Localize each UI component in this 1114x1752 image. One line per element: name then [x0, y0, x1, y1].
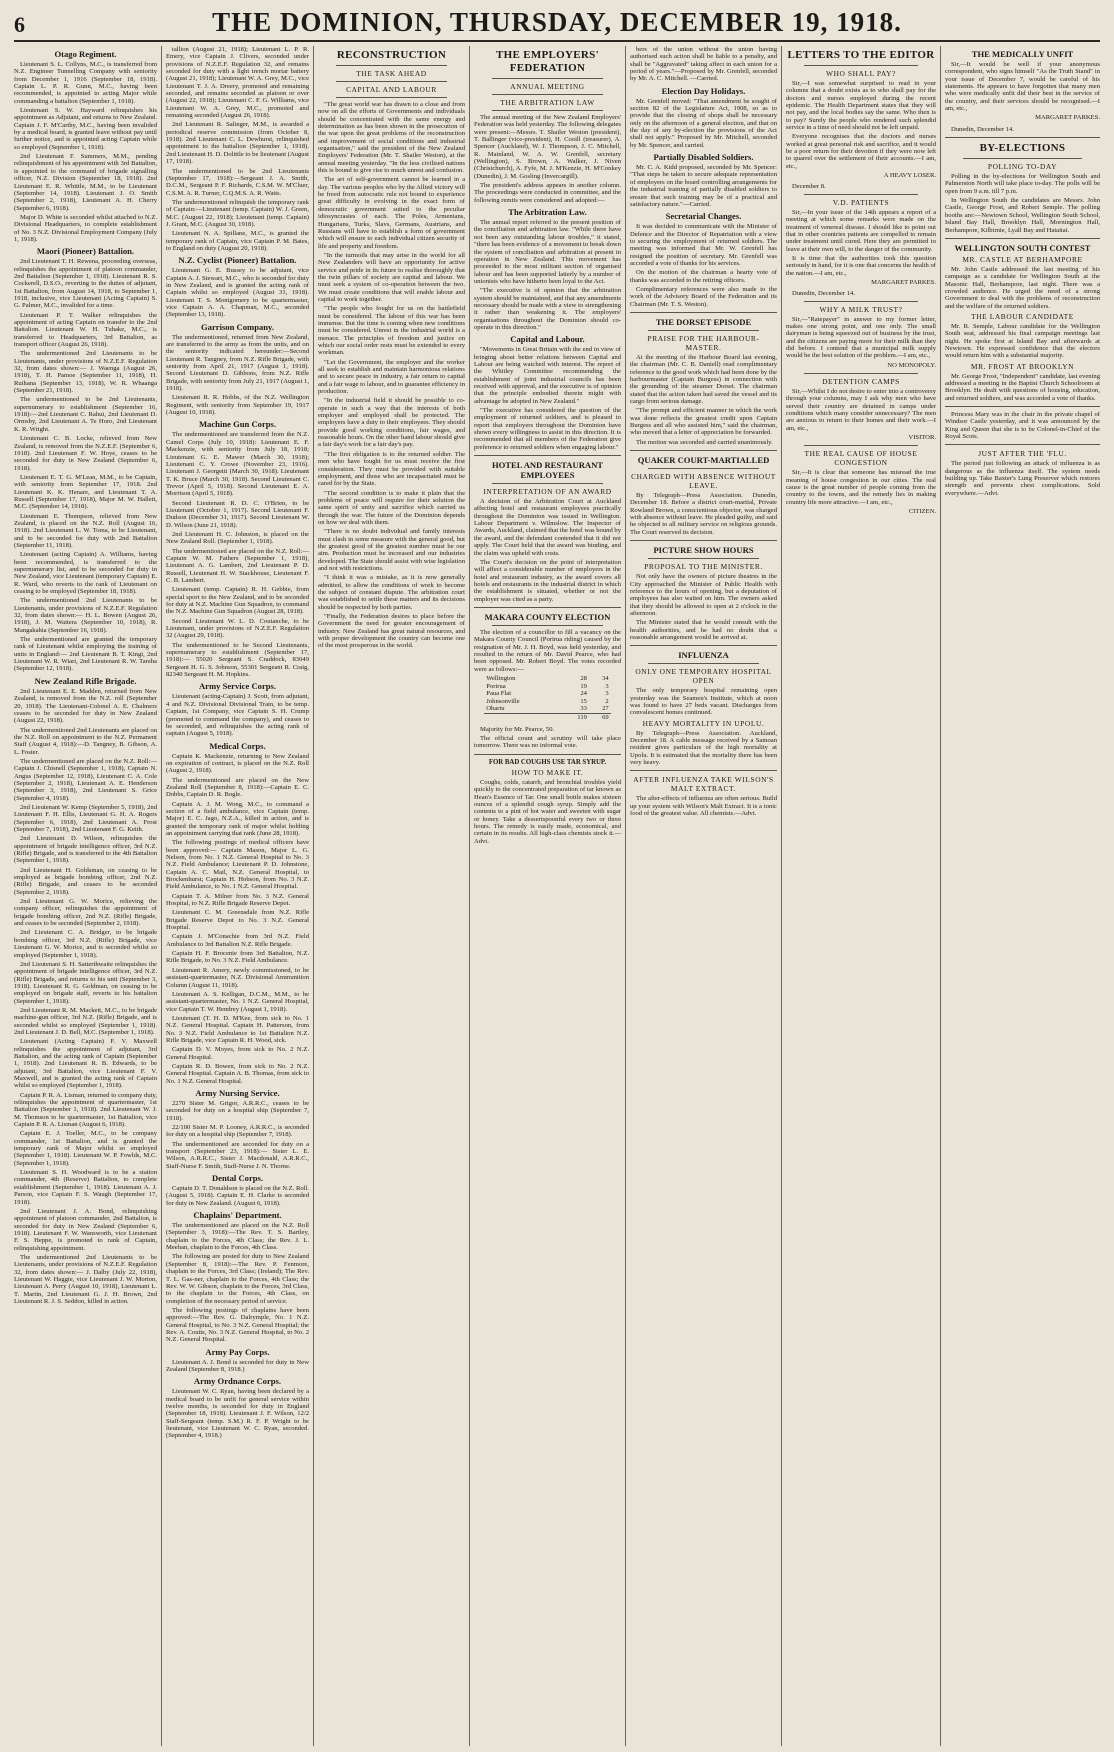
- article-subhead: PROPOSAL TO THE MINISTER.: [644, 562, 763, 572]
- letter-title: V.D. PATIENTS: [832, 197, 890, 207]
- letter-signature: A HEAVY LOSER.: [883, 172, 936, 180]
- paragraph: "The second condition is to make it plain that the problems of peace will require for their solution the same spirit of unity and sacrifice which carried us through the war. The future of the Dominion depends on how we deal with them.: [318, 489, 465, 526]
- returns-boyd-votes: 27: [602, 705, 609, 713]
- letter-date: December 8.: [792, 183, 826, 191]
- column-divider: [313, 46, 314, 1746]
- paragraph: "Movements in Great Britain with the end in view of bringing about better relations between Capital and Labour are being watched with interest. The report of the Whitley Committee recommending the establishment of joint industrial councils has been received with approval, and the executive is of opinion that the principle embodied therein might with advantage be adopted in New Zealand.": [474, 346, 621, 405]
- paragraph: The president's address appears in another column. The proceedings were conducted in committee, and the following remits were considered and adopted:—: [474, 182, 621, 204]
- paragraph: Lieutenant S. W. Hayward relinquishes his appointment as Adjutant, and returns to New Zealand. Captain J. F. M'Carthy, M.C., having been invalided by a medical board, is granted leave without pay until further notice, and is appointed acting Captain while so employed (September 1, 1918).: [14, 107, 157, 151]
- letter-signature: VISITOR.: [908, 434, 936, 442]
- article-subhead: MR. CASTLE AT BERHAMPORE: [962, 254, 1083, 264]
- letter-signature: MARGARET PARKES.: [871, 278, 936, 286]
- column-divider: [940, 46, 941, 1746]
- paragraph: In Wellington South the candidates are Messrs. John Castle, George Frost, and Robert Semple. The polling booths are:—Newtown School, Wellington South School, Island Bay Hall, Brooklyn Hall, Mornington Hall, Berhampore, Kilbirnie, Lyall Bay and Hataitai.: [945, 197, 1100, 234]
- letter-title: THE MEDICALLY UNFIT: [971, 49, 1074, 59]
- returns-place: Ohariu: [486, 705, 505, 713]
- paragraph: The undermentioned to be 2nd Lieutenants (September 17, 1918):—Sergeant J. A. Smith, D.C.M., Sergeant P. F. Richards, C.S.M. W. M'Cluer, C.S.M. A. R. Turner, C.Q.M.S. A. R. Watts.: [166, 167, 309, 197]
- paragraph: The undermentioned are granted the temporary rank of Lieutenant whilst employing the training of units in England:— 2nd Lieutenant B. T. Kingi, 2nd Lieutenant W. R. Wiari, 2nd Lieutenant R. W. Tareha (September 12, 1918).: [14, 636, 157, 673]
- returns-pearce-votes: 19: [580, 682, 587, 690]
- paragraph: "The executive has considered the question of the employment of returned soldiers, and is pleased to report that employers throughout the Dominion have shown every willingness to assist in this direction. It is recommended that all members of the Federation give preference to returned soldiers when engaging labour.": [474, 407, 621, 451]
- article-headline: BY-ELECTIONS: [979, 142, 1066, 155]
- headline-rule: [804, 373, 918, 374]
- paragraph: "The people who fought for us on the battlefield must be considered. The labour of this war has been immense. But the time is coming when new conditions must be considered. Unrest in the industrial world is a menace. The principles of freedom and justice on which our social order rests must be extended to every workman.: [318, 305, 465, 357]
- paragraph: "The first obligation is to the returned soldier. The men who have fought for us must receive the first consideration. They must be provided with suitable employment, and those who are incapacitated must be cared for by the State.: [318, 450, 465, 488]
- headline-rule: [336, 81, 447, 82]
- advertisement-text: The after-effects of influenza are often serious. Build up your system with Wilson's Malt Extract. It is a tonic food of the greatest value. All chemists.—Advt.: [630, 795, 777, 818]
- columns: [14, 46, 1100, 1746]
- paragraph: 2nd Lieutenant H. C. Johnston, is placed on the New Zealand Roll. (September 1, 1918).: [166, 530, 309, 546]
- paragraph: Lieutenant R. R. Hobbs, of the N.Z. Wellington Regiment, with seniority from September 19, 1917 (August 10, 1918).: [166, 394, 309, 417]
- article-headline: THE EMPLOYERS' FEDERATION: [496, 49, 599, 74]
- headline-rule: [336, 97, 447, 98]
- article-divider: [474, 754, 621, 755]
- returns-place: Porirua: [486, 682, 506, 690]
- paragraph: Second Lieutenant R. D. C. O'Brien, to be Lieutenant (October 1, 1917). Second Lieutenant F. Dudson (December 31, 1917). Second Lieutenant W. D. Wilson (June 21, 1918).: [166, 499, 309, 529]
- paragraph: The undermentioned 2nd Lieutenants are placed on the N.Z. Roll on appointment to the N.Z. Permanent Staff (August 4, 1918):—D. Tangney, B. Gibson, A. L. Foster.: [14, 726, 157, 756]
- returns-pearce-votes: 24: [580, 690, 587, 698]
- paragraph: Lieutenant S. H. Woodward is to be a station commander, 4th (Reserve) Battalion, to complete establishment (September 1, 1918). Lieutenant A. J. Parson, vice Captain F. S. Waugh (September 17, 1918).: [14, 1169, 157, 1206]
- paragraph: The Minister stated that he would consult with the health authorities, and he had no doubt that a reasonable arrangement would be arrived at.: [630, 619, 777, 641]
- paragraph: Captain E. J. Toeller, M.C., to be company commander, 1st Battalion, and is granted the temporary rank of Major whilst so employed (September 1, 1918). Lieutenant W. P. Fowlds, M.C. (September 1, 1918).: [14, 1130, 157, 1167]
- returns-place: Johnsonville: [486, 697, 520, 705]
- paragraph: Lieutenant N. A. Spillane, M.C., is granted the temporary rank of Captain, vice Captain P. M. Bates, to England on duty (August 20, 1918).: [166, 230, 309, 252]
- paragraph: Lieutenant A. J. Bond is seconded for duty in New Zealand (September 8, 1918.): [166, 1358, 309, 1373]
- paragraph: Second Lieutenant W. L. D. Coutanche, to be Lieutenant, under provisions of N.Z.E.F. Regulation 32 (August 29, 1918).: [166, 617, 309, 640]
- headline-rule: [804, 65, 918, 66]
- paragraph: By Telegraph—Press Association. Auckland, December 18. A cable message received by a Samoan resident gives particulars of the high mortality at Upolu. It is estimated that the mortality there has been very heavy.: [630, 729, 777, 766]
- masthead-rule: [14, 40, 1100, 42]
- article-divider: [474, 607, 621, 608]
- paragraph: Polling in the by-elections for Wellington South and Palmerston North will take place to-day. The polls will be open from 9 a.m. till 7 p.m.: [945, 173, 1100, 195]
- column-4: [474, 46, 621, 1746]
- paragraph: Captain A. J. M. Wong, M.C., to command a section of a field ambulance, vice Captain (temp. Major) E. C. Jago, N.Z.A., killed in action, and is granted the temporary rank of major whilst holding an appointment carrying that rank (June 28, 1918).: [166, 800, 309, 837]
- advertisement-subhead: HOW TO MAKE IT.: [511, 767, 584, 777]
- returns-place: Wellington: [486, 674, 516, 682]
- letter-signature: NO MONOPOLY.: [887, 361, 936, 369]
- paragraph: The undermentioned to be 2nd Lieutenants, supernumerary to establishment (September 16, 1918):—2nd Lieutenant C. Rahui, 2nd Lieutenant D. Ormsby, 2nd Lieutenant A. Te Horo, 2nd Lieutenant K. R. Wright.: [14, 396, 157, 433]
- paragraph: The undermentioned, returned from New Zealand, are transferred to the army as from the units, and on the seniority indicated hereunder:—Second Lieutenant R. Tangney, from N.Z. Rifle Brigade, with seniority from April 21, 1917 (August 1, 1918). Second Lieutenant D. Gibbons, from N.Z. Rifle Brigade, with seniority from July 21, 1917 (August 1, 1918).: [166, 333, 309, 393]
- section-heading: Medical Corps.: [209, 740, 266, 751]
- paragraph: "The executive is of opinion that the arbitration system should be maintained, and that any amendments necessary should be made with a view to strengthening it rather than weakening it. The employers' organisations throughout the Dominion should co-operate in this direction.": [474, 287, 621, 331]
- paragraph: Everyone recognises that the doctors and nurses worked at great personal risk and sacrifice, and it would be a poor return for their devotion if they were now left to quarrel over the settlement of their accounts.—I am, etc.,: [786, 133, 936, 170]
- paragraph: A decision of the Arbitration Court at Auckland affecting hotel and restaurant employees practically throughout the Dominion was issued in Wellington. Labour Department v. Wilmslow. The Inspector of Awards, Auckland, claimed that the hotel was bound by the award, and the defendant contended that it did not apply. The Court held that the award was binding, and the claim was upheld with costs.: [474, 498, 621, 557]
- returns-place: Paua Flat: [486, 690, 512, 698]
- paragraph: Lieutenant E. Thompson, relieved from New Zealand, is placed on the N.Z. Roll (August 16, 1918). 2nd Lieutenant L. W. Toma, to be Lieutenant, and to be seconded for duty with 2nd Battalion (September 11, 1918).: [14, 512, 157, 549]
- paragraph: Lieutenant C. B. Locke, relieved from New Zealand, is removed from the N.Z.E.F. (September 6, 1918). 2nd Lieutenant F. W. Hoye, ceases to be seconded for duty in New Zealand (September 6, 1918).: [14, 435, 157, 472]
- page-number: 6: [14, 12, 25, 37]
- letter-title: THE REAL CAUSE OF HOUSE CONGESTION: [804, 449, 918, 468]
- returns-pearce-votes: 119: [561, 713, 589, 721]
- paragraph: The official count and scrutiny will take place tomorrow. There was no informal vote.: [474, 734, 621, 750]
- headline-rule: [492, 625, 603, 626]
- newspaper-title: THE DOMINION, THURSDAY, DECEMBER 19, 1918.: [212, 7, 902, 37]
- paragraph: Sir,—It would be well if your anonymous correspondent, who signs himself "As the Truth Stand" in your issue of December 7, would be careful of his statements. He appears to have forgotten that many men who were medically unfit did their best in the service of the country, and their services should be recognised.—I am, etc.,: [945, 61, 1100, 113]
- headline-rule: [804, 445, 918, 446]
- paragraph: "The great world war has drawn to a close and from now on all the efforts of Governments and individuals should be concentrated with the same energy and determination as has been shown in the prosecution of the war upon the great problems of the reconstruction and improvement of social conditions and industrial organisation," said the president of the New Zealand Employers' Federation (Mr. T. Shailer Weston), at the annual meeting yesterday. "In the less civilised nations this is bound to give rise to much unrest and confusion.: [318, 101, 465, 175]
- masthead: [14, 4, 1100, 38]
- returns-boyd-votes: 3: [605, 690, 609, 698]
- article-divider: [630, 770, 777, 771]
- returns-place: [484, 713, 561, 721]
- paragraph: The following are posted for duty to New Zealand (September 8, 1918):—The Rev. P. Fenmore, chaplain to the Forces, 3rd Class; (Ireland); The Rev. T. L. Gas-ner, chaplain to the Forces, 4th Class; the Rev. W. W. Gibson, chaplain to the Forces, 3rd Class, to the chaplain to the Forces, 4th Class, on completion of the necessary period of service.: [166, 1253, 309, 1305]
- paragraph: tallion (August 21, 1918); Lieutenant L. P. R. Emery, vice Captain J. Clivers, seconded under provisions of N.Z.E.F. Regulation 32, and remains seconded for duty with a light trench mortar battery (August 21, 1918); Lieutenant W. A. Grey, M.C., vice Lieutenant T. J. A. Dreery, promoted and remaining seconded, and remains seconded as platoon or over (August 22, 1918); Lieutenant C. F. G. Williams, vice Lieutenant W. A. Grey, M.C., promoted and remaining seconded (August 26, 1918).: [166, 46, 309, 120]
- paragraph: 2nd Lieutenant W. Kemp (September 5, 1918), 2nd Lieutenant F. H. Ellis, Lieutenant G. H. A. Rogers (September 6, 1918), 2nd Lieutenant A. Frost (September 7, 1918), 2nd Lieutenant F. G. Keith.: [14, 803, 157, 833]
- paragraph: "The prompt and efficient manner in which the work was done reflects the greatest credit upon Captain Burgess and all who assisted him," said the chairman, who moved that a letter of appreciation be forwarded.: [630, 407, 777, 437]
- paragraph: Majority for Mr. Pearce, 50.: [480, 725, 555, 733]
- column-2: [166, 46, 309, 1746]
- advertisement-headline: FOR BAD COUGHS USE TAR SYRUP.: [488, 758, 607, 766]
- column-6: [786, 46, 936, 1746]
- paragraph: Sir,—It is clear that someone has misread the true meaning of house congestion in our cities. The real cause is the great number of people coming from the country to the towns, and the remedy lies in making country life more attractive.—I am, etc.,: [786, 469, 936, 506]
- paragraph: The undermentioned are placed on the N.Z. Roll (September 3, 1918):—The Rev. T. S. Bartley, chaplain to the Forces, 4th Class; the Rev. J. L. Meehan, chaplain to the Forces, 4th Class.: [166, 1222, 309, 1252]
- paragraph: On the motion of the chairman a hearty vote of thanks was accorded to the retiring officers.: [630, 269, 777, 284]
- column-divider: [469, 46, 470, 1746]
- paragraph: Captain P. R. A. Lisman, returned to company duty, relinquishes the appointment of quartermaster, 1st Battalion (September 1, 1918). 2nd Lieutenant W. J. M. Thomson to be quartermaster, 1st Battalion, vice Captain P. R. A. Lisman (August 6, 1918).: [14, 1091, 157, 1129]
- column-divider: [625, 46, 626, 1746]
- paragraph: The art of self-government cannot be learned in a day. The various peoples who by the Allied victory will be freed from autocratic rule not bound to experience great difficulty in evolving in the exact form of democratic government suited to the peculiar idiosyncrasies of each. The Poles, Armenians, Hungarians, Turks, Slavs, Germans, Austrians, and Russians will have to establish a form of government which will ensure to each individual citizen security of life and property and freedom.: [318, 176, 465, 250]
- returns-row: [484, 713, 610, 721]
- paragraph: Lieutenant (acting-Captain) J. Scott, from adjutant, 4 and N.Z. Divisional Divisional Train, to be temp. Captain, 1st Company, vice Captain S. H. Crump (promoted to command the company), and ceases to be seconded, and relinquishes the acting rank of captain (August 5, 1918).: [166, 693, 309, 738]
- paragraph: The following postings of medical officers have been approved:— Captain Mason, Major L. G. Nelson, from No. 1 N.Z. General Hospital to No. 3 N.Z. Field Ambulance; Lieutenant P. D. Johnstone, Captain A. C. Mail, N.Z. General Hospital, to Brockenhurst; Captain H. Hobson, from No. 3 N.Z. Field Ambulance, to No. 1 N.Z. General Hospital.: [166, 839, 309, 891]
- paragraph: The undermentioned to be Second Lieutenants, supernumerary to establishment (September 17, 1918):— 55020 Sergeant S. Craddock, 83049 Sergeant H. G. S. Johnson, 55301 Sergeant R. Craig, 82340 Sergeant H. M. Hopkins.: [166, 641, 309, 679]
- paragraph: "Let the Government, the employer and the worker all seek to establish and maintain harmonious relations and to secure peace in industry, a fair return to capital and a fair wage to labour, and to guarantee efficiency in production.: [318, 358, 465, 396]
- article-divider: [474, 455, 621, 456]
- returns-row: [484, 705, 610, 713]
- article-subhead: PRAISE FOR THE HARBOUR-MASTER.: [647, 333, 760, 352]
- section-heading: Partially Disabled Soldiers.: [653, 152, 754, 163]
- article-divider: [945, 406, 1100, 407]
- paragraph: 2nd Lieutenant S. H. Satterthwaite relinquishes the appointment of brigade intelligence officer, 3rd N.Z. (Rifle) Brigade, and returns to his unit (September 3, 1918). Lieutenant R. G. Goldman, on ceasing to be employed on brigade staff, reverts to his battalion (September 1, 1918).: [14, 960, 157, 1005]
- section-heading: Army Service Corps.: [198, 681, 277, 692]
- paragraph: The undermentioned are seconded for duty on a transport (September 23, 1918):— Sister L. E. Wilson, A.R.R.C., Sister J. Macdonald, A.R.R.C., Staff-Nurse F. Smith, Staff-Nurse J. N. Thorne.: [166, 1140, 309, 1170]
- paragraph: 2nd Lieutenant F. Summers, M.M., pending relinquishment of his appointment with 3rd Battalion, is appointed to the command of brigade signalling officer, N.Z. Division (September 18, 1918). 2nd Lieutenant E. R. Whittle, M.M., to be Lieutenant (September 14, 1918). Lieutenant J. O. Smith (September 2, 1918), Lieutenant A. H. Cherry (September 6, 1918).: [14, 153, 157, 212]
- returns-boyd-votes: 2: [605, 697, 609, 705]
- section-heading: Capital and Labour.: [510, 334, 585, 345]
- paragraph: Lieutenant (T. H. D. M'Kee, from sick to No. 1 N.Z. General Hospital. Captain H. Patterson, from No. 3 N.Z. Field Ambulance to 1st Battalion N.Z. Rifle Brigade, vice Captain R. H. Wood, sick.: [166, 1014, 309, 1044]
- article-subhead: THE TASK AHEAD: [356, 69, 427, 78]
- paragraph: The undermentioned are transferred from the N.Z. Camel Corps (July 10, 1918): Lieutenant E. F. Mackenzie, with seniority from July 18, 1918; Lieutenant G. E. Mawer (March 30, 1918); Lieutenant C. Y. Crowe (November 23, 1916). Lieutenant J. Georgetti (March 30, 1918). Lieutenant T. K. Bruce (March 30, 1918). Second Lieutenant C. Trevor (April 5, 1918). Second Lieutenant E. A. Morrison (April 5, 1918).: [166, 431, 309, 498]
- paragraph: The undermentioned are placed on the New Zealand Roll (September 8, 1918):—Captain E. C. Dobbs, Captain D. R. Bogle.: [166, 776, 309, 799]
- paragraph: "I think it was a mistake, as it is now generally admitted, to allow the conditions of work to become the subject of constant dispute. The arbitration court was established to settle these matters and its decisions should be respected by both parties.: [318, 574, 465, 611]
- letter-title: WHY A MILK TRUST?: [819, 304, 903, 314]
- column-7: [945, 46, 1100, 1746]
- section-heading: Chaplains' Department.: [193, 1210, 282, 1221]
- letters-headline: LETTERS TO THE EDITOR: [787, 49, 935, 61]
- paragraph: Captain D. V. Moyes, from sick to No. 2 N.Z. General Hospital.: [166, 1046, 309, 1061]
- article-divider: [945, 137, 1100, 138]
- paragraph: Lieutenant P. T. Walker relinquishes the appointment of acting Captain on transfer to the 2nd Battalion. Lieutenant W. H. Tuhake, M.C., is transferred to Headquarters, 3rd Battalion, as transport officer (August 26, 1918).: [14, 311, 157, 349]
- paragraph: The undermentioned relinquish the temporary rank of Captain:—Lieutenant (temp. Captain) W. J. Green, M.C. (August 22, 1918); Lieutenant (temp. Captain) J. Grant, M.C. (August 30, 1918).: [166, 198, 309, 228]
- section-heading: Army Pay Corps.: [205, 1346, 270, 1357]
- returns-boyd-votes: 34: [602, 674, 609, 682]
- article-subhead: CAPITAL AND LABOUR: [346, 85, 437, 94]
- article-divider: [630, 312, 777, 313]
- letter-signature: CITIZEN.: [908, 508, 936, 516]
- letter-date: Dunedin, December 14.: [951, 125, 1014, 133]
- column-1: [14, 46, 157, 1746]
- article-subhead: MR. FROST AT BROOKLYN: [970, 361, 1075, 371]
- returns-pearce-votes: 33: [580, 705, 587, 713]
- paragraph: The annual report referred to the present position of the conciliation and arbitration law. "While there have not been any outstanding labour troubles," it stated, "there has been evidence of a movement to break down the system of conciliation and arbitration at present in operation in New Zealand. This movement has proceeded to the most militant section of organised labour and has been supported latterly by a number of unionists who have hitherto been loyal to the Act.: [474, 219, 621, 285]
- article-headline: PICTURE SHOW HOURS: [653, 545, 754, 556]
- paragraph: Mr. George Frost, "Independent" candidate, last evening addressed a meeting in the Baptist Church Schoolroom at Brooklyn. He dealt with questions of housing, education, and returned soldiers, and was accorded a vote of thanks.: [945, 372, 1100, 402]
- paragraph: Lieutenant (temp. Captain) R. H. Gebbie, from special sport to the New Zealand, and to be seconded for duty at N.Z. Machine Gun Squadron, to command the N.Z. Machine Gun Squadron (August 28, 1918).: [166, 586, 309, 616]
- section-heading: Dental Corps.: [211, 1173, 264, 1184]
- paragraph: At the meeting of the Harbour Board last evening, the chairman (Mr. C. B. Daniell) read complimentary reference to the good work which had been done by the harbourmaster (Captain Burgess) in connection with the grounding of the steamer Dorset. The chairman stated that the action taken had saved the vessel and its cargo from serious damage.: [630, 353, 777, 406]
- paragraph: Complimentary references were also made to the work of the Advisory Board of the Federation and its Chairman (Mr. T. S. Weston).: [630, 285, 777, 308]
- paragraph: Captain R. D. Bowen, from sick to No. 2 N.Z. General Hospital. Captain A. B. Thomas, from sick to No. 1 N.Z. General Hospital.: [166, 1062, 309, 1085]
- headline-rule: [492, 78, 603, 79]
- paragraph: The Court's decision on the point of interpretation will affect a considerable number of employers in the hotel and restaurant industry, as the award covers all hotels and restaurants in the industrial district in which the establishment is situated, whether or not the employer was cited as a party.: [474, 558, 621, 603]
- paragraph: Mr. C. A. Kidd proposed, seconded by Mr. Spencer: "That steps be taken to secure adequate representation of employers on the board controlling arrangements for the industrial training of partially disabled soldiers to ensure that such training may be of a practical and satisfactory nature."—Carried.: [630, 164, 777, 208]
- paragraph: Captain H. F. Brocenie from 3rd Battalion, N.Z. Rifle Brigade, to No. 3 N.Z. Field Ambulance.: [166, 950, 309, 965]
- headline-rule: [492, 110, 603, 111]
- paragraph: 2nd Lieutenant R. Salinger, M.M., is awarded a periodical reserve commission (from October 8, 1918). 2nd Lieutenant C. L. Dewhurst, relinquished appointment to the battalion (September 1, 1918). 2nd Lieutenant H. D. Dolittle to be lieutenant (August 17, 1918).: [166, 121, 309, 166]
- headline-rule: [648, 468, 759, 469]
- returns-boyd-votes: 3: [605, 682, 609, 690]
- paragraph: Princess Mary was in the chair in the private chapel of Windsor Castle yesterday, and it was announced by the King and Queen that she is to be Colonel-in-Chief of the Royal Scots.: [945, 411, 1100, 441]
- article-divider: [630, 450, 777, 451]
- paragraph: 2270 Sister M. Grigor, A.R.R.C., ceases to be seconded for duty on a hospital ship (September 7, 1918).: [166, 1099, 309, 1122]
- paragraph: bers of the union without the union having authorised such action shall be liable to a penalty, and shall be "Aggravated" taking affect in each union for a period of years."—Proposed by Mr. Grenfell, seconded by Mr. A. C. Mitchell. —Carried.: [630, 46, 777, 83]
- paragraph: "In the turmoils that may arise in the world for all New Zealanders will have an opportunity for active service and pride in its future to realise thoroughly that the twin pillars of society are capital and labour. We must seek a system of co-operation between the two. We must create conditions that will enable labour and capital to work together.: [318, 251, 465, 303]
- article-subhead: THE ARBITRATION LAW: [500, 98, 595, 107]
- returns-pearce-votes: 28: [580, 674, 587, 682]
- section-heading: Otago Regiment.: [54, 49, 117, 59]
- column-divider: [781, 46, 782, 1746]
- paragraph: Captain D. T. Donaldson is placed on the N.Z. Roll. (August 5, 1918). Captain E. H. Clarke is seconded for duty in New Zealand. (August 6, 1918).: [166, 1185, 309, 1207]
- headline-rule: [963, 158, 1082, 159]
- article-headline: HOTEL AND RESTAURANT EMPLOYEES: [491, 460, 604, 481]
- paragraph: The undermentioned are placed on the N.Z. Roll:—Captain W. M. Fathers (September 1, 1918), Lieutenant A. G. Lambert, 2nd Lieutenant P. D. Russell, Lieutenant H. W. Stackhouse, Lieutenant F. C. B. Lambert.: [166, 547, 309, 584]
- paragraph: The following postings of chaplains have been approved:—The Rev. G. Dalrymple, No. 1 N.Z. General Hospital, to No. 3 N.Z. General Hospital; the Rev. A. Coutts, No. 3 N.Z. General Hospital, to No. 2 N.Z. General Hospital.: [166, 1306, 309, 1344]
- article-subhead: THE LABOUR CANDIDATE: [971, 311, 1074, 321]
- paragraph: The motion was seconded and carried unanimously.: [636, 438, 773, 446]
- article-subhead: POLLING TO-DAY: [987, 162, 1058, 172]
- paragraph: Lieutenant R. Amery, newly commissioned, to be assistant-quartermaster, N.Z. Divisional Ammunition Column (August 11, 1918).: [166, 966, 309, 989]
- paragraph: The undermentioned 2nd Lieutenants to be Lieutenants, under provisions of N.Z.E.F. Regulation 32, from dates shown:— H. L. Bowen (August 26, 1918), J. M. Waitera (September 10, 1918), R. Mangakahia (September 16, 1918).: [14, 597, 157, 634]
- article-subhead: ANNUAL MEETING: [510, 82, 585, 91]
- paragraph: Lieutenant C. M. Greensdale from N.Z. Rifle Brigade Reserve Depot to No. 3 N.Z. General Hospital.: [166, 909, 309, 932]
- column-3: [318, 46, 465, 1746]
- letter-signature: MARGARET PARKES.: [1035, 114, 1100, 122]
- article-divider: [630, 645, 777, 646]
- paragraph: "In the industrial field it should be possible to co-operate in such a way that the interests of both employer and employed shall be protected. The employers have a duty to their employees. They should provide good working conditions, fair wages, and reasonable hours. On the other hand labour should give a fair day's work for a fair day's pay.: [318, 397, 465, 449]
- advertisement-headline: AFTER INFLUENZA TAKE WILSON'S MALT EXTRACT.: [633, 775, 774, 794]
- paragraph: Lieutenant (acting Captain) A. Williams, having been recommended, is transferred to the supernumerary list, and to be seconded for duty in New Zealand, vice Lieutenant (temporary Captain) E. R. Ward, who reverts to the rank of Lieutenant on ceasing to be employed (September 18, 1918).: [14, 551, 157, 596]
- paragraph: 2nd Lieutenant E. E. Madden, returned from New Zealand, is removed from the N.Z. roll (September 20, 1918). The Lieutenant-Colonel A. E. Chalmers ceases to be seconded for duty in New Zealand (August 22, 1918).: [14, 687, 157, 725]
- section-heading: N.Z. Cyclist (Pioneer) Battalion.: [178, 255, 297, 266]
- section-heading: Army Nursing Service.: [195, 1087, 280, 1098]
- article-divider: [945, 444, 1100, 445]
- article-subhead: HEAVY MORTALITY IN UPOLU.: [642, 718, 765, 728]
- paragraph: Lieutenant G. E. Bussey to be adjutant, vice Captain A. J. Stewart, M.C., who is seconded for duty in New Zealand, and is granted the acting rank of Captain whilst so employed (August 31, 1918). Lieutenant T. S. Montgomery to be quartermaster, vice Captain A. A. Chapman, M.C., seconded (September 13, 1918).: [166, 267, 309, 319]
- column-divider: [161, 46, 162, 1746]
- paragraph: Major D. White is seconded whilst attached to N.Z. Divisional Headquarters, to complete establishment of No. 3 N.Z. Divisional Employment Company (July 1, 1918).: [14, 213, 157, 243]
- paragraph: Captain J. M'Conachie from 3rd N.Z. Field Ambulance to 3rd Battalion N.Z. Rifle Brigade.: [166, 933, 309, 948]
- paragraph: Mr. R. Semple, Labour candidate for the Wellington South seat, addressed his final campaign meetings last night. He spoke first at Island Bay and afterwards at Newtown. He expressed confidence that the electors would return him with a substantial majority.: [945, 322, 1100, 360]
- letter-title: DETENTION CAMPS: [822, 377, 900, 386]
- section-heading: Army Ordnance Corps.: [193, 1376, 282, 1387]
- article-headline: INFLUENZA: [678, 650, 729, 661]
- column-5: [630, 46, 777, 1746]
- paragraph: Captain K. Mackenzie, returning to New Zealand on expiration of contract, is placed on the N.Z. Roll (August 2, 1918).: [166, 752, 309, 775]
- article-headline: WELLINGTON SOUTH CONTEST: [954, 242, 1091, 253]
- paragraph: The undermentioned 2nd Lieutenants to be Lieutenants, under provisions of N.Z.E.F. Regulation 32, from dates shown:— J. Waenga (August 26, 1918), T. H. Pamoe (September 11, 1918), H. Ruihana (September 13, 1918), W. R. Whaanga (September 21, 1918).: [14, 350, 157, 395]
- paragraph: Mr. John Castle addressed the last meeting of his campaign as a candidate for Wellington South at the Masonic Hall, Berhampore, last night. There was a crowded audience. He urged the need of a strong Government to deal with the problems of reconstruction and the welfare of the returned soldiers.: [945, 265, 1100, 310]
- paragraph: 2nd Lieutenant R. M. Mackett, M.C., to be brigade machine-gun officer, 3rd N.Z. (Rifle) Brigade, and is seconded whilst so employed (September 1, 1918). 2nd Lieutenant J. D. Bell, M.C. (September 1, 1918).: [14, 1006, 157, 1036]
- article-headline: THE DORSET EPISODE: [655, 316, 752, 327]
- paragraph: Sir,—I was somewhat surprised to read in your columns that a doubt exists as to who shall pay for the doctors and nurses employed during the recent epidemic. The Health Department states that they will not pay, and the local bodies say the same. Who then is to pay? Surely the people who rendered such splendid service in a time of need should not be left unpaid.: [786, 80, 936, 132]
- headline-rule: [648, 663, 759, 664]
- paragraph: Lieutenant E. T. G. M'Lean, M.M., to be Captain, with seniority from September 17, 1918. 2nd Lieutenant K. K. Henare, and Lieutenant T. A. Russell (September 17, 1918), Major M. W. Hallett, M.C. (September 14, 1918).: [14, 473, 157, 511]
- paragraph: By Telegraph—Press Association. Dunedin, December 18. Before a district court-martial, Private Rowland Brown, a conscientious objector, was charged with absence without leave. He pleaded guilty, and said he objected to all military service on religious grounds. The Court reserved its decision.: [630, 492, 777, 536]
- article-headline: MAKARA COUNTY ELECTION: [484, 611, 611, 622]
- section-heading: Garrison Company.: [200, 321, 275, 332]
- paragraph: It is time that the authorities took this question seriously in hand, for it is one that concerns the health of the nation.—I am, etc.,: [786, 254, 936, 277]
- headline-rule: [804, 194, 918, 195]
- article-divider: [630, 540, 777, 541]
- returns-row: [484, 698, 610, 706]
- paragraph: Sir,—Whilst I do not desire to enter into a controversy through your columns, may I ask why men who have served their country are detained in camps under conditions which many consider unnecessary? The men are anxious to return to their homes and their work.—I am, etc.,: [786, 388, 936, 432]
- article-headline: RECONSTRUCTION: [336, 49, 447, 61]
- letter-date: Dunedin, December 14.: [792, 290, 855, 298]
- section-heading: Election Day Holidays.: [661, 85, 746, 96]
- paragraph: 2nd Lieutenant T. H. Rewena, proceeding overseas, relinquishes the appointment of platoon commander, 2nd Battalion (September 1, 1918). Lieutenant R. S. Cockerell, D.S.O., reverting to the duties of adjutant, 1st Battalion, from August 14, 1918, to September 1, 1918, inclusive, vice Lieutenant (Acting Captain) S. G. Palmer, M.C., invalided for a time.: [14, 258, 157, 310]
- paragraph: Lieutenant S. L. Collyns, M.C., is transferred from N.Z. Engineer Tunnelling Company with seniority from December 1, 1916 (September 18, 1918). Captain L. P. R. Gunn, M.C., having been recommended, is appointed to acting Major while commanding a battalion (September 1, 1918).: [14, 61, 157, 105]
- returns-boyd-votes: 69: [589, 713, 611, 721]
- paragraph: Sir,—"Ratepayer" in answer to my former letter, makes one strong point, and one only. The small dairyman is being squeezed out of business by the trust, and the citizens are paying more for their milk than they did before. I contend that a municipal milk supply would be the best solution of the problem.—I am, etc.,: [786, 315, 936, 360]
- paragraph: The undermentioned 2nd Lieutenants to be Lieutenants, under provisions of N.Z.E.F. Regulation 32, from dates shown:— J. Dalby (July 22, 1918), Lieutenant W. Haggie, vice Lieutenant J. W. Morton, Lieutenant A. Perry (August 10, 1918), Lieutenant L. T. Martin, 2nd Lieutenant G. J. H. Brown, 2nd Lieutenant R. J. S. Seddon, killed in action.: [14, 1253, 157, 1305]
- paragraph: Captain T. A. Milner from No. 3 N.Z. General Hospital, to N.Z. Rifle Brigade Reserve Depot.: [166, 892, 309, 908]
- paragraph: 2nd Lieutenant J. A. Bond, relinquishing appointment of platoon commander, 2nd Battalion, is seconded for duty in New Zealand (September 6, 1918). Lieutenant F. W. Wansworth, vice Lieutenant F. S. Heppe, is promoted to rank of Captain, relinquishing appointment.: [14, 1207, 157, 1252]
- article-headline: QUAKER COURT-MARTIALLED: [637, 455, 770, 466]
- paragraph: 2nd Lieutenant D. Wilson, relinquishes the appointment of brigade intelligence officer, 3rd N.Z. (Rifle) Brigade, and is transferred to the 4th Battalion (September 1, 1918).: [14, 835, 157, 865]
- paragraph: Lieutenant W. C. Ryan, having been declared by a medical board to be unfit for general service within twelve months, is seconded for duty in England (September 18, 1918). Lieutenant J. F. Wilson, 12/2 Staff-Sergeant (temp. S.M.) R. F. P. Wright to be lieutenant, vice Lieutenant W. C. Ryan, seconded. (September 4, 1918.): [166, 1388, 309, 1440]
- headline-rule: [492, 94, 603, 95]
- section-heading: Secretarial Changes.: [665, 211, 742, 222]
- headline-rule: [804, 301, 918, 302]
- paragraph: 2nd Lieutenant G. W. Morice, relieving the company officer, relinquishes the appointment of brigade bombing officer, 2nd N.Z. (Rifle) Brigade, and ceases to be seconded (September 2, 1918).: [14, 898, 157, 928]
- paragraph: Lieutenant A. S. Kelligan, D.C.M., M.M., to be assistant-quartermaster, No. 1 N.Z. General Hospital, vice Captain T. W. Hendrey (August 1, 1918).: [166, 990, 309, 1013]
- advertisement-text: Coughs, colds, catarrh, and bronchial troubles yield quickly to the concentrated preparation of tar known as Hean's Essence of Tar. One small bottle makes sixteen ounces of a splendid cough syrup. Simply add the contents to a pint of hot water and sweeten with sugar or honey. Take a dessertspoonful every two or three hours. The remedy is easily made, economical, and certain in its results. All high-class chemists stock it.—Advt.: [474, 778, 621, 845]
- paragraph: "Finally, the Federation desires to place before the Government the need for greater encouragement of industry. New Zealand has great natural resources, and with proper development the country can become one of the most prosperous in the world.: [318, 613, 465, 650]
- advertisement-text: The period just following an attack of influenza is as dangerous as the influenza itself. The system needs building up. Take Baxter's Lung Preserver which restores strength and prevents chest complications. Sold everywhere.—Advt.: [945, 460, 1100, 497]
- election-returns-table: [484, 675, 610, 722]
- paragraph: 2nd Lieutenant C. A. Bridger, to be brigade bombing officer, 3rd N.Z. (Rifle) Brigade, vice Lieutenant G. W. Morice, and is seconded whilst so employed (September 1, 1918).: [14, 929, 157, 959]
- letter-title: WHO SHALL PAY?: [826, 69, 896, 78]
- paragraph: 2nd Lieutenant H. Goldsman, on ceasing to be employed as brigade bombing officer, 2nd N.Z. (Rifle) Brigade, and ceases to be seconded (September 2, 1918).: [14, 866, 157, 896]
- returns-row: [484, 690, 610, 698]
- paragraph: The annual meeting of the New Zealand Employers' Federation was held yesterday. The following delegates were present:—Messrs. T. Shailer Weston (president), T. Ballinger (vice-president), H. Cooill (treasurer), A. Spencer (Auckland), W. J. Thompson, J. C. Mitchell, R. Mainland, W. A. W. Grenfell, secretary (Wellington), S. Brown, A. Walker, J. Niven (Christchurch), A. Fyfe, M. J. M'Kenzie, H. M'Conkey (Dunedin), J. M. Gosling (Invercargill).: [474, 114, 621, 180]
- returns-pearce-votes: 15: [580, 697, 587, 705]
- paragraph: Mr. Grenfell moved: "That amendment be sought of section 82 of the Legislature Act, 1908, so as to provide that the closing of shops shall be necessary only on the afternoon of a general election, and that on the day of any by-election the provisions of the Act shall not apply." Proposed by Mr. Mitchell, seconded by Mr. Spencer, and carried.: [630, 97, 777, 149]
- paragraph: The election of a councillor to fill a vacancy on the Makara County Council (Porirua riding) caused by the resignation of Mr. J. H. Boyd, was held yesterday, and resulted in the return of Mr. David Pearce, who had been opposed. Mr. Robert Boyd. The votes recorded were as follows:—: [474, 628, 621, 673]
- headline-rule: [648, 558, 759, 559]
- section-heading: Maori (Pioneer) Battalion.: [36, 246, 135, 257]
- section-heading: Machine Gun Corps.: [198, 419, 277, 430]
- returns-row: [484, 683, 610, 691]
- article-subhead: ONLY ONE TEMPORARY HOSPITAL OPEN: [635, 667, 772, 686]
- headline-rule: [648, 330, 759, 331]
- paragraph: "There is no doubt individual and family interests must clash in some measure with the general good, but the greatest good of the greatest number must be our aim. Production must be increased and our industries developed. The State should assist with wise legislation and not with restrictions.: [318, 528, 465, 572]
- advertisement-headline: JUST AFTER THE 'FLU.: [978, 449, 1067, 459]
- paragraph: It was decided to communicate with the Minister of Defence and the Director of Repatriation with a view to securing the employment of returned soldiers. The meeting was informed that Mr. W. Grenfell has resigned the position of secretary. Mr. Grenfell was accorded a vote of thanks for his services.: [630, 223, 777, 267]
- article-subhead: INTERPRETATION OF AN AWARD: [483, 487, 612, 497]
- paragraph: Sir,—In your issue of the 14th appears a report of a meeting at which some remarks were made on the treatment of venereal disease. I should like to point out that in other countries patients are compelled to remain under treatment until cured. Here they are permitted to leave at their own will, to the danger of the community.: [786, 208, 936, 253]
- section-heading: The Arbitration Law.: [508, 207, 587, 218]
- headline-rule: [336, 65, 447, 66]
- section-heading: New Zealand Rifle Brigade.: [34, 675, 137, 686]
- returns-row: [484, 675, 610, 683]
- paragraph: Lieutenant (Acting Captain) F. V. Maxwell relinquishes the appointment of adjutant, 3rd Battalion, and the acting rank of Captain (September 1, 1918). 2nd Lieutenant R. B. Edwards, to be adjutant, 3rd Battalion, vice Lieutenant F. V. Maxwell, and is granted the acting rank of Captain whilst so employed (September 1, 1918).: [14, 1038, 157, 1090]
- headline-rule: [492, 483, 603, 484]
- article-divider: [945, 238, 1100, 239]
- paragraph: The only temporary hospital remaining open yesterday was the Seamen's Institute, which at noon was found to have 27 beds vacant. Discharges from convalescent homes continued.: [630, 687, 777, 717]
- paragraph: Not only have the owners of picture theatres in the City approached the Minister of Public Health with reference to the hours of opening, but a deputation of employees has also waited on him. The owners asked that they should be allowed to open at 2 o'clock in the afternoon.: [630, 573, 777, 617]
- paragraph: 22/100 Sister M. P. Looney, A.R.R.C., is seconded for duty on a hospital ship (September 7, 1918).: [166, 1124, 309, 1139]
- paragraph: The undermentioned are placed on the N.Z. Roll:—Captain J. Chisnell (September 1, 1918), Captain N. Angus (September 12, 1918), Lieutenant C. A. Cole (September 2, 1918), Lieutenant A. E. Henderson (September 3, 1918), 2nd Lieutenant S. Grice (September 4, 1918).: [14, 757, 157, 802]
- article-subhead: CHARGED WITH ABSENCE WITHOUT LEAVE.: [631, 472, 776, 491]
